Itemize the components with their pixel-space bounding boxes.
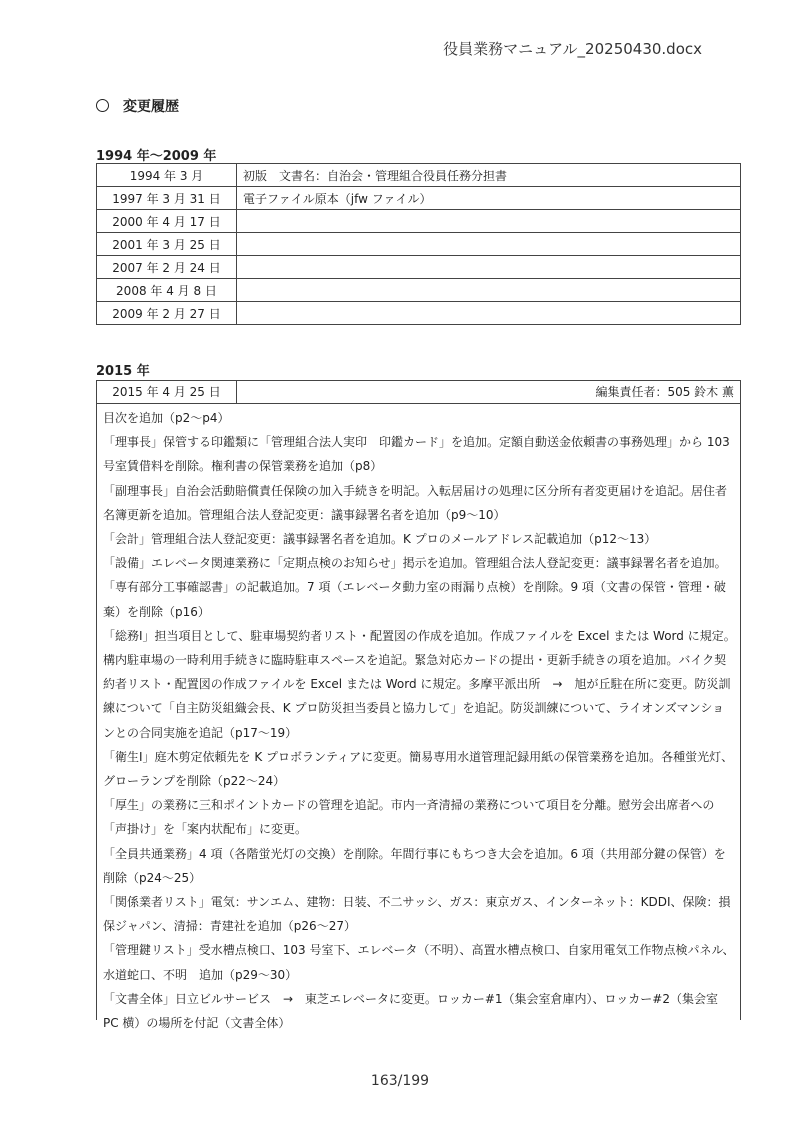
row-date: 2001 年 3 月 25 日: [97, 233, 237, 256]
row-note: [237, 256, 741, 279]
row-date: 2007 年 2 月 24 日: [97, 256, 237, 279]
row-date: 1994 年 3 月: [97, 164, 237, 187]
table-row: [97, 279, 741, 302]
change-item: 「総務Ⅰ」担当項目として、駐車場契約者リスト・配置図の作成を追加。作成ファイルを Excel または Word に規定。構内駐車場の一時利用手続きに臨時駐車スペースを追記。緊急対応カードの提出・更新手続きの項を追加。バイク契約者リスト・配置図の作成ファイルを Excel または Word に規定。多摩平派出所 → 旭が丘駐在所に変更。防災訓練について「自主防災組織会長、K プロ防災担当委員と協力して」を追記。防災訓練について、ライオンズマンションとの合同実施を追記（p17〜19）: [103, 628, 736, 740]
change-history-heading: [96, 96, 179, 116]
row-date: 2000 年 4 月 17 日: [97, 210, 237, 233]
row-note: [237, 233, 741, 256]
history-table-1994-2009: [96, 163, 741, 325]
row-note: [237, 302, 741, 325]
entry-body: [97, 404, 740, 1035]
row-note: [237, 279, 741, 302]
history-table-2015: [96, 380, 741, 1031]
change-item: 「会計」管理組合法人登記変更：議事録署名者を追加。K プロのメールアドレス記載追加（p12〜13）: [103, 532, 657, 547]
change-item: 「全員共通業務」4 項（各階蛍光灯の交換）を削除。年間行事にもちつき大会を追加。6 項（共用部分鍵の保管）を削除（p24〜25）: [103, 846, 726, 885]
row-date: 2008 年 4 月 8 日: [97, 279, 237, 302]
change-item: 「管理鍵リスト」受水槽点検口、103 号室下、エレベータ（不明）、高置水槽点検口、自家用電気工作物点検パネル、水道蛇口、不明 追加（p29〜30）: [103, 943, 735, 982]
table-row: [97, 256, 741, 279]
table-row: [97, 302, 741, 325]
change-item: 「厚生」の業務に三和ポイントカードの管理を追記。市内一斉清掃の業務について項目を分離。慰労会出席者への「声掛け」を「案内状配布」に変更。: [103, 798, 715, 837]
change-item: 目次を追加（p2〜p4）: [103, 411, 230, 425]
heading-text: 変更履歴: [123, 99, 179, 115]
table-row: [97, 233, 741, 256]
row-note: 初版 文書名：自治会・管理組合役員任務分担書: [237, 164, 741, 187]
row-date: 1997 年 3 月 31 日: [97, 187, 237, 210]
change-item: 「衛生Ⅰ」庭木剪定依頼先を K プロボランティアに変更。簡易専用水道管理記録用紙の保管業務を追加。各種蛍光灯、グローランプを削除（p22〜24）: [103, 749, 734, 789]
change-item: 「副理事長」自治会活動賠償責任保険の加入手続きを明記。入転居届けの処理に区分所有者変更届けを追記。居住者名簿更新を追加。管理組合法人登記変更：議事録署名者を追加（p9〜10）: [103, 483, 728, 522]
circle-bullet-icon: [96, 99, 109, 112]
row-note: [237, 210, 741, 233]
table-row: [97, 187, 741, 210]
change-item: 「理事長」保管する印鑑類に「管理組合法人実印 印鑑カード」を追加。定額自動送金依頼書の事務処理」から 103 号室賃借料を削除。権利書の保管業務を追加（p8）: [103, 435, 730, 474]
change-item: 「関係業者リスト」電気：サンエム、建物：日装、不二サッシ、ガス：東京ガス、インターネット：KDDI、保険：損保ジャパン、清掃：青建社を追加（p26〜27）: [103, 895, 731, 934]
page-number: 163/199: [370, 1073, 430, 1089]
entry-date: 2015 年 4 月 25 日: [97, 381, 237, 403]
section-title-2015: 2015 年: [96, 364, 150, 379]
change-item: 「文書全体」日立ビルサービス → 東芝エレベータに変更。ロッカー#1（集会室倉庫内）、ロッカー#2（集会室 PC 横）の場所を付記（文書全体）: [103, 991, 718, 1031]
table-row: [97, 164, 741, 187]
table-row: [97, 210, 741, 233]
row-note: 電子ファイル原本（jfw ファイル）: [237, 187, 741, 210]
document-filename: 役員業務マニュアル_20250430.docx: [443, 40, 702, 58]
change-item: 「設備」エレベータ関連業務に「定期点検のお知らせ」掲示を追加。管理組合法人登記変更：議事録署名者を追加。「専有部分工事確認書」の記載追加。7 項（エレベータ動力室の雨漏り点検）を削除。9 項（文書の保管・管理・破棄）を削除（p16）: [103, 556, 727, 619]
entry-header: [97, 380, 740, 404]
editor-label: 編集責任者：505 鈴木 薫: [595, 385, 734, 399]
section-title-1994-2009: 1994 年〜2009 年: [96, 149, 217, 164]
row-date: 2009 年 2 月 27 日: [97, 302, 237, 325]
